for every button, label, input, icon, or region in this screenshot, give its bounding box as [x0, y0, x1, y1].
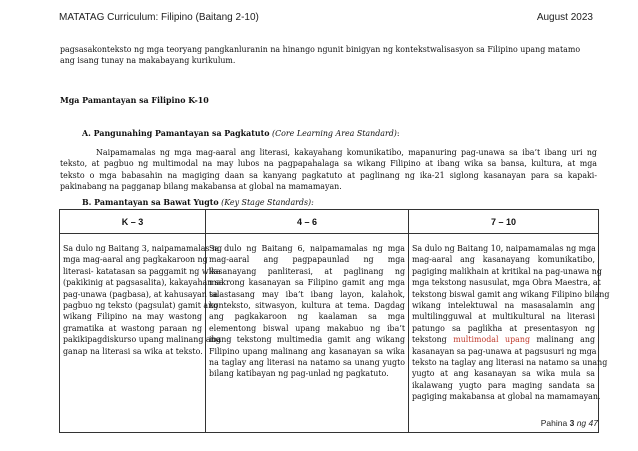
subsection-a-note: (Core Learning Area Standard): [272, 129, 397, 138]
intro-line: pagsasakonteksto ng mga teoryang pangkanluranin na hinango ngunit binigyan ng kontekstwalisasyon sa Filipino upang matamo: [60, 45, 581, 54]
cell-line: ang pagkakaroon ng kaalaman sa mga: [209, 312, 405, 322]
cell-line: mag-aaral ang pagpapaunlad ng mga: [209, 255, 405, 265]
cell-line: kasanayan sa pag-unawa at pagsusuri ng mga: [412, 346, 597, 356]
cell-line: pagiging malikhain at kritikal na pag-unawa ng: [412, 266, 602, 276]
cell-line: gramatika at wastong paraan ng: [63, 323, 202, 333]
cell-line: patungo sa paglikha at presentasyon ng: [412, 323, 595, 333]
cell-line: Filipino upang malinang ang kasanayan sa wika: [209, 346, 405, 356]
footer-page-number: 3: [569, 418, 575, 428]
cell-line: ikalawang yugto para maging sandata sa: [412, 380, 595, 390]
cell-7-10: [409, 234, 610, 433]
core-standard-line: Naipamamalas ng mga mag-aaral ang literasi, kakayahang komunikatibo, mapanuring pag-unawa sa iba’t ibang uri ng: [96, 148, 597, 157]
column-header-4-6: 4 – 6: [206, 210, 409, 234]
cell-k3-text: [60, 234, 224, 357]
subsection-b-heading: [82, 198, 314, 207]
cell-text: malinang ang: [530, 335, 595, 345]
page-footer: [541, 418, 598, 428]
cell-line: Sa dulo ng Baitang 10, naipamamalas ng mga: [412, 244, 596, 253]
cell-line: bilang katibayan ng pag-unlad ng pagkatuto.: [209, 369, 389, 379]
cell-line: pagiging makabansa at global na mamamayan.: [412, 392, 601, 402]
cell-line: makrong kasanayan sa Filipino gamit ang mga: [209, 278, 405, 288]
subsection-a-heading: [82, 129, 400, 138]
cell-line: tekstong biswal gamit ang wikang Filipino bilang: [412, 289, 610, 299]
cell-text: tekstong: [412, 335, 454, 345]
cell-line: wikang Filipino na may wastong: [63, 312, 202, 322]
cell-line: mag-aaral ang kasanayang komunikatibo,: [412, 255, 595, 265]
cell-line: literasi- katatasan sa paggamit ng wika: [63, 266, 221, 276]
cell-line: na taglay ang literasi na natamo sa unang yugto: [209, 358, 405, 368]
footer-total-pages: 47: [588, 418, 598, 428]
table-row: [60, 234, 599, 433]
cell-line: pagbuo ng teksto (pagsulat) gamit ang: [63, 301, 219, 311]
cell-line: ganap na literasi sa wika at teksto.: [63, 346, 203, 356]
header-title: MATATAG Curriculum: Filipino (Baitang 2-10): [59, 12, 259, 23]
page-header: [59, 12, 593, 23]
cell-line: Sa dulo ng Baitang 3, naipamamalas ng: [63, 244, 223, 253]
subsection-a-tail: :: [396, 129, 400, 138]
cell-line: kasanayang panliterasi, at paglinang ng: [209, 266, 405, 276]
cell-7-10-text: [409, 234, 610, 403]
cell-line: mga tekstong nasusulat, mga Obra Maestra, at: [412, 278, 601, 288]
core-standard-line: teksto, at pagbuo ng multimodal na may lubos na pagpapahalaga sa wikang Filipino at ibang wika sa bansa, kultura, at mga: [60, 159, 597, 169]
subsection-b-note: (Key Stage Standards):: [221, 198, 314, 207]
cell-line: wikang intelektuwal na masasalamin ang: [412, 301, 595, 311]
cell-line: elementong biswal upang makabuo ng iba’t: [209, 323, 405, 333]
cell-line: pag-unawa (pagbasa), at kahusayan sa: [63, 289, 219, 299]
cell-4-6: [206, 234, 409, 433]
core-standard-paragraph: [60, 147, 597, 193]
cell-line: mga mag-aaral ang pagkakaroon ng: [63, 255, 208, 265]
column-header-k3: K – 3: [60, 210, 206, 234]
cell-line: Sa dulo ng Baitang 6, naipamamalas ng mga: [209, 244, 405, 253]
column-header-7-10: 7 – 10: [409, 210, 599, 234]
section-title: Mga Pamantayan sa Filipino K-10: [60, 96, 209, 105]
cell-k3: [60, 234, 224, 433]
core-standard-line: teksto o mga babasahin na magiging daan sa kanyang pagkatuto at paglinang ng ika-21 siglong kasanayan para sa kapaki-: [60, 170, 597, 180]
cell-line: teksto na taglay ang literasi na natamo sa unang: [412, 358, 608, 368]
cell-line: yugto at ang kasanayan sa wika mula sa: [412, 369, 595, 379]
table-header-row: [60, 210, 599, 234]
cell-line: ibang tekstong multimedia gamit ang wikang: [209, 335, 405, 345]
intro-line: ang isang tunay na makabayang kurikulum.: [60, 56, 236, 66]
cell-line: pakikipagdiskurso upang malinang ang: [63, 335, 221, 345]
header-date: August 2023: [536, 12, 593, 23]
cell-line-highlighted: [412, 334, 595, 345]
cell-line: (pakikinig at pagsasalita), kakayahan sa: [63, 278, 224, 288]
cell-4-6-text: [206, 234, 408, 380]
cell-line: talastasang may iba’t ibang layon, kalahok,: [209, 289, 405, 299]
footer-prefix: Pahina: [540, 418, 570, 428]
core-standard-line: pakinabang na pagganap bilang makabansa at global na mamamayan.: [60, 182, 342, 192]
key-stage-table: [59, 209, 610, 433]
footer-separator: ng: [574, 418, 589, 428]
subsection-a-label: A. Pangunahing Pamantayan sa Pagkatuto: [82, 129, 270, 138]
intro-paragraph: [60, 44, 596, 67]
subsection-b-label: B. Pamantayan sa Bawat Yugto: [82, 198, 219, 207]
cell-line: konteksto, sitwasyon, kultura at tema. Dagdag: [209, 301, 405, 311]
highlighted-text: multimodal upang: [453, 335, 530, 345]
cell-line: multilingguwal at multikultural na literasi: [412, 312, 595, 322]
